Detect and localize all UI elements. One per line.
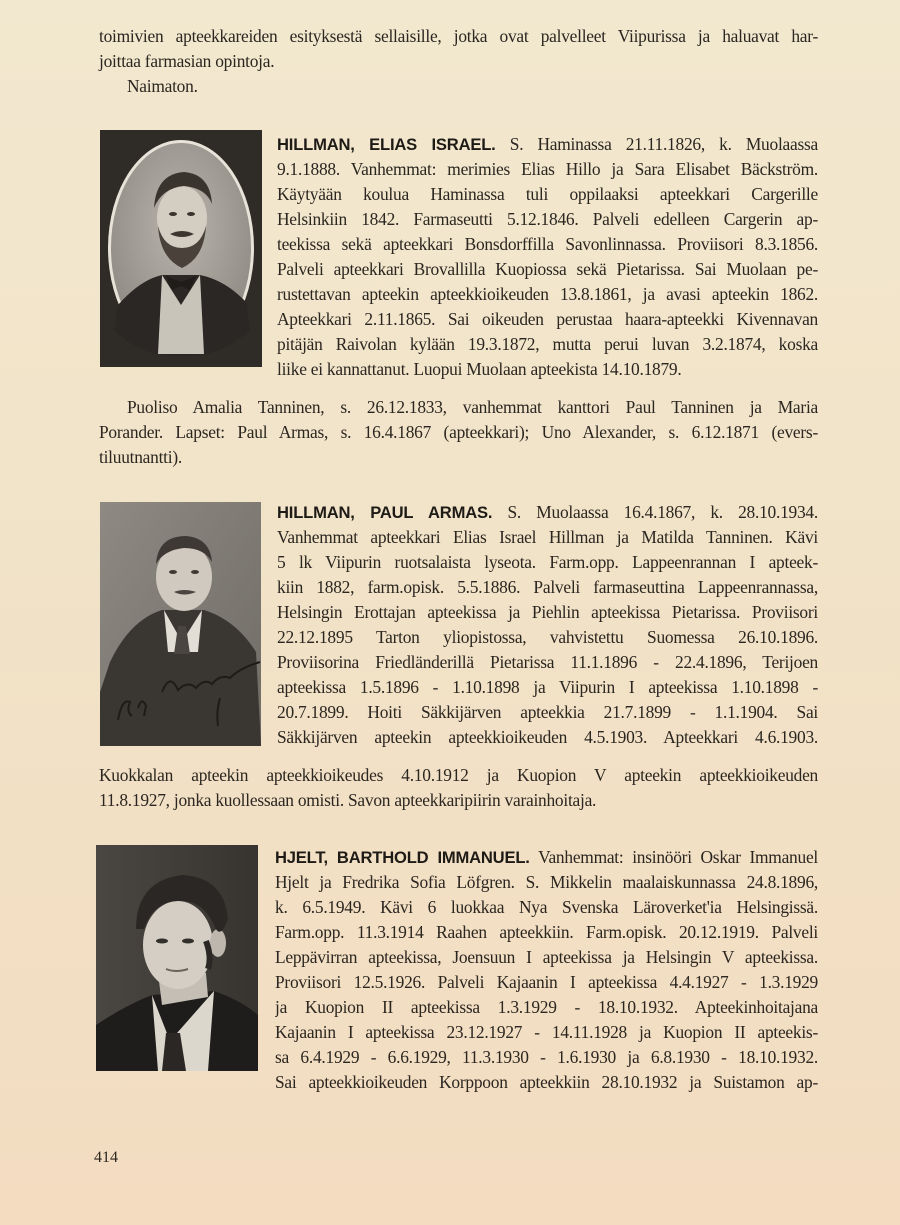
entry-1-line-7: rustettavan apteekin apteekkioikeuden 13.8.1861, ja avasi apteekin 1862. [277, 284, 818, 304]
entry-1-line-8: Apteekkari 2.11.1865. Sai oikeuden perustaa haara-apteekki Kivennavan [277, 309, 818, 329]
entry-1-line-10: liike ei kannattanut. Luopui Muolaan apteekista 14.10.1879. [277, 359, 682, 379]
entry-1-line-1: HILLMAN, ELIAS ISRAEL. S. Haminassa 21.11.1826, k. Muolaassa [277, 134, 818, 154]
entry-3-line-8: Kajaanin I apteekissa 23.12.1927 - 14.11.1928 ja Kuopion II apteekis- [275, 1022, 818, 1042]
entry-3-line-2: Hjelt ja Fredrika Sofia Löfgren. S. Mikkelin maalaiskunnassa 24.8.1896, [275, 872, 818, 892]
entry-2-line-5: Helsingin Erottajan apteekissa ja Piehlin apteekissa Pietarissa. Proviisori [277, 602, 818, 622]
entry-1-name: HILLMAN, ELIAS ISRAEL. [277, 135, 496, 154]
portrait-barthold-immanuel-hjelt [96, 845, 258, 1071]
entry-3-name: HJELT, BARTHOLD IMMANUEL. [275, 848, 530, 867]
entry-3-line-10: Sai apteekkioikeuden Korppoon apteekkiin 28.10.1932 ja Suistamon ap- [275, 1072, 818, 1092]
entry-3-line-3: k. 6.5.1949. Kävi 6 luokkaa Nya Svenska Läroverket'ia Helsingissä. [275, 897, 818, 917]
entry-2-full-line-1: Kuokkalan apteekin apteekkioikeudes 4.10.1912 ja Kuopion V apteekin apteekkioikeuden [99, 765, 818, 785]
entry-2-line-1: HILLMAN, PAUL ARMAS. S. Muolaassa 16.4.1867, k. 28.10.1934. [277, 502, 818, 522]
entry-2-line-4: kiin 1882, farm.opisk. 5.5.1886. Palveli farmaseuttina Lappeenrannassa, [277, 577, 818, 597]
entry-2-line-8: apteekissa 1.5.1896 - 1.10.1898 ja Viipurin I apteekissa 1.10.1898 - [277, 677, 818, 697]
entry-3-line-5: Leppävirran apteekissa, Joensuun I apteekissa ja Helsingin V apteekissa. [275, 947, 818, 967]
entry-3-line-6: Proviisori 12.5.1926. Palveli Kajaanin I apteekissa 4.4.1927 - 1.3.1929 [275, 972, 818, 992]
page-number: 414 [94, 1149, 118, 1166]
entry-2-line-7: Proviisorina Friedländerillä Pietarissa 11.1.1896 - 22.4.1896, Terijoen [277, 652, 818, 672]
entry-2-line-9: 20.7.1899. Hoiti Säkkijärven apteekkia 21.7.1899 - 1.1.1904. Sai [277, 702, 818, 722]
entry-3-line-9: sa 6.4.1929 - 6.6.1929, 11.3.1930 - 1.6.1930 ja 6.8.1930 - 18.10.1932. [275, 1047, 818, 1067]
entry-1-line-3: Käytyään koulua Haminassa tuli oppilaaksi apteekkari Cargerille [277, 184, 818, 204]
portrait-elias-israel-hillman [100, 130, 262, 367]
entry-1-line-2: 9.1.1888. Vanhemmat: merimies Elias Hillo ja Sara Elisabet Bäckström. [277, 159, 818, 179]
entry-1-spouse-line-2: Porander. Lapset: Paul Armas, s. 16.4.1867 (apteekkari); Uno Alexander, s. 6.12.1871 (evers- [99, 422, 818, 442]
intro-line-1: toimivien apteekkareiden esityksestä sellaisille, jotka ovat palvelleet Viipurissa ja haluavat har- [99, 26, 818, 46]
intro-line-2: joittaa farmasian opintoja. [99, 51, 275, 71]
entry-3-line-7: ja Kuopion II apteekissa 1.3.1929 - 18.10.1932. Apteekinhoitajana [275, 997, 818, 1017]
entry-2-line-2: Vanhemmat apteekkari Elias Israel Hillman ja Matilda Tanninen. Kävi [277, 527, 818, 547]
entry-2-line-10: Säkkijärven apteekin apteekkioikeuden 4.5.1903. Apteekkari 4.6.1903. [277, 727, 818, 747]
entry-1-spouse-line-3: tiluutnantti). [99, 447, 182, 467]
entry-1-spouse-line-1: Puoliso Amalia Tanninen, s. 26.12.1833, vanhemmat kanttori Paul Tanninen ja Maria [127, 397, 818, 417]
intro-line-3: Naimaton. [127, 76, 198, 96]
entry-1-line-5: teekissa sekä apteekkari Bonsdorffilla Savonlinnassa. Proviisori 8.3.1856. [277, 234, 818, 254]
entry-2-line-3: 5 lk Viipurin ruotsalaista lyseota. Farm.opp. Lappeenrannan I apteek- [277, 552, 818, 572]
entry-1-line-4: Helsinkiin 1842. Farmaseutti 5.12.1846. Palveli edelleen Cargerin ap- [277, 209, 818, 229]
portrait-paul-armas-hillman [100, 502, 261, 746]
entry-2-line-6: 22.12.1895 Tarton yliopistossa, vahvistettu Suomessa 26.10.1896. [277, 627, 818, 647]
entry-3-line-1: HJELT, BARTHOLD IMMANUEL. Vanhemmat: insinööri Oskar Immanuel [275, 847, 818, 867]
entry-3-line-4: Farm.opp. 11.3.1914 Raahen apteekkiin. Farm.opisk. 20.12.1919. Palveli [275, 922, 818, 942]
entry-2-name: HILLMAN, PAUL ARMAS. [277, 503, 493, 522]
entry-2-full-line-2: 11.8.1927, jonka kuollessaan omisti. Savon apteekkaripiirin varainhoitaja. [99, 790, 597, 810]
entry-1-line-6: Palveli apteekkari Brovallilla Kuopiossa sekä Pietarissa. Sai Muolaan pe- [277, 259, 818, 279]
entry-1-line-9: pitäjän Raivolan kylään 19.3.1872, mutta perui luvan 3.2.1874, koska [277, 334, 818, 354]
